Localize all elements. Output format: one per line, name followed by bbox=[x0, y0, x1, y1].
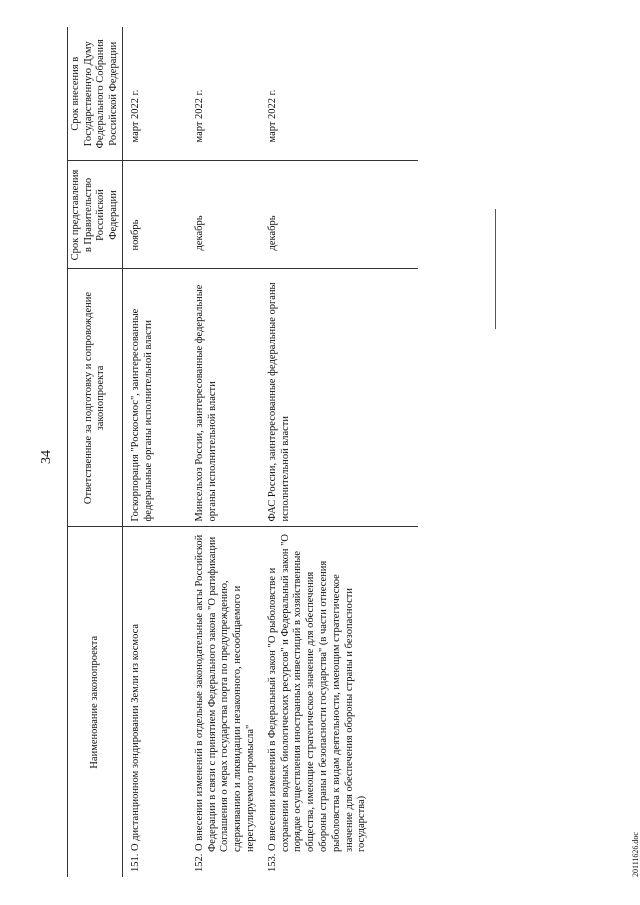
presentation-cell: ноябрь bbox=[123, 161, 187, 269]
bill-name-cell bbox=[260, 527, 418, 877]
presentation-cell: декабрь bbox=[260, 161, 418, 269]
table-row bbox=[123, 27, 187, 877]
header-presentation-date: Срок представления в Правительство Российской Федерации bbox=[68, 161, 123, 269]
table-header-row bbox=[68, 27, 123, 877]
legislation-plan-table bbox=[67, 27, 418, 877]
bill-name: 151. О дистанционном зондировании Земли из космоса bbox=[130, 623, 142, 872]
header-responsible: Ответственные за подготовку и сопровождение законопроекта bbox=[68, 269, 123, 527]
page-number: 34 bbox=[39, 450, 54, 464]
responsible-cell: ФАС России, заинтересованные федеральные органы исполнительной власти bbox=[260, 269, 418, 527]
bill-name-cell bbox=[187, 527, 260, 877]
bill-name: 152. О внесении изменений в отдельные законодательные акты Российской Федерации в связи с принятием Федерального закона "О ратификации Соглашения о мерах государства порта по предупреждению, сдерживанию и ликвидации незаконного, несообщаемого и нерегулируемого промысла" bbox=[193, 534, 257, 872]
table-row bbox=[260, 27, 418, 877]
document-code: 20111626.doc bbox=[631, 832, 640, 877]
responsible-cell: Минсельхоз России, заинтересованные федеральные органы исполнительной власти bbox=[187, 269, 260, 527]
header-bill-name: Наименование законопроекта bbox=[68, 527, 123, 877]
separator-line bbox=[495, 209, 496, 329]
document-page bbox=[39, 27, 640, 877]
bill-name-cell bbox=[123, 527, 187, 877]
deadline-cell: март 2022 г. bbox=[123, 27, 187, 161]
presentation-cell: декабрь bbox=[187, 161, 260, 269]
responsible-cell: Госкорпорация "Роскосмос", заинтересованные федеральные органы исполнительной власти bbox=[123, 269, 187, 527]
bill-name: 153. О внесении изменений в Федеральный закон "О рыболовстве и сохранении водных биологических ресурсов" и Федеральный закон "О порядке осуществления иностранных инвестиций в хозяйственные общества, имеющие стратегическое значение для обеспечения обороны страны и безопасности государства" (в части отнесения рыболовства к видам деятельности, имеющим стратегическое значение для обеспечения обороны страны и безопасности государства) bbox=[266, 534, 368, 872]
deadline-cell: март 2022 г. bbox=[187, 27, 260, 161]
header-submission-deadline: Срок внесения в Государственную Думу Федерального Собрания Российской Федерации bbox=[68, 27, 123, 161]
deadline-cell: март 2022 г. bbox=[260, 27, 418, 161]
table-row bbox=[187, 27, 260, 877]
